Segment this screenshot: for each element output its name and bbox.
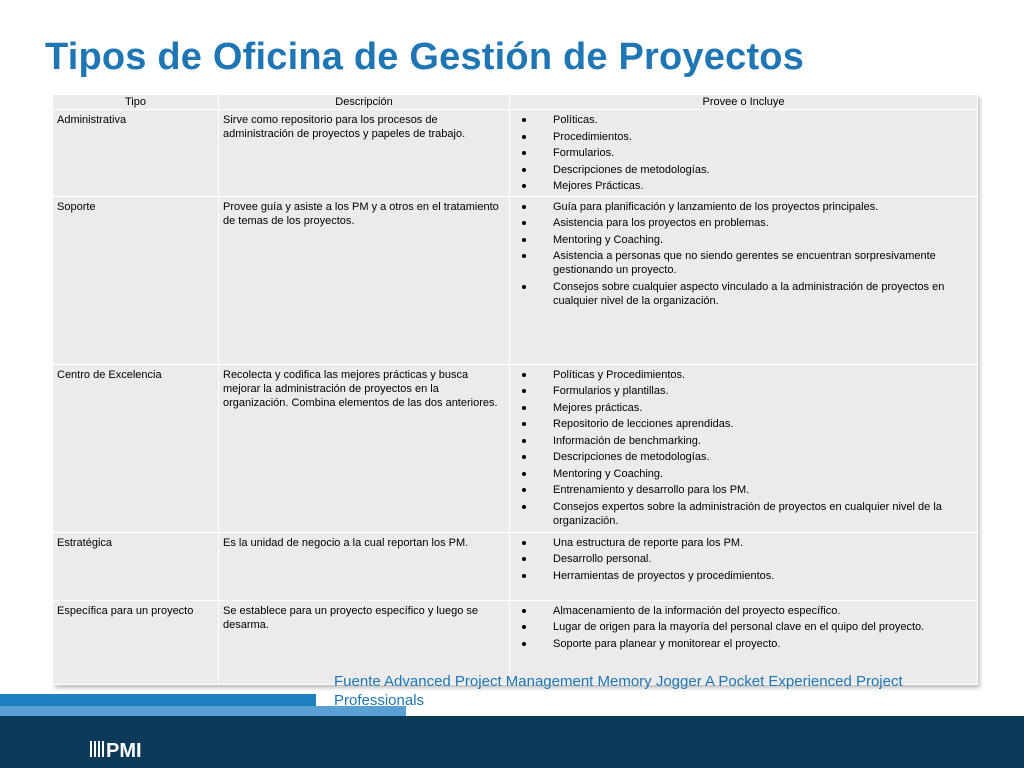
list-item: Una estructura de reporte para los PM. xyxy=(514,536,973,550)
table-header-row xyxy=(53,95,978,110)
cell-descripcion: Sirve como repositorio para los procesos de administración de proyectos y papeles de trabajo. xyxy=(219,110,510,197)
cell-descripcion: Es la unidad de negocio a la cual reportan los PM. xyxy=(219,532,510,600)
cell-descripcion: Provee guía y asiste a los PM y a otros en el tratamiento de temas de los proyectos. xyxy=(219,196,510,364)
decorative-stripe xyxy=(0,694,316,706)
source-citation: Fuente Advanced Project Management Memory Jogger A Pocket Experienced Project Professionals xyxy=(334,673,903,709)
table-row xyxy=(53,110,978,197)
table xyxy=(52,94,978,685)
logo-text: PMI xyxy=(106,740,142,760)
list-item: Información de benchmarking. xyxy=(514,434,973,448)
header-descripcion: Descripción xyxy=(219,95,510,110)
table-row xyxy=(53,364,978,532)
list-item: Descripciones de metodologías. xyxy=(514,450,973,464)
cell-provee xyxy=(510,364,978,532)
list-item: Políticas. xyxy=(514,113,973,127)
cell-provee xyxy=(510,110,978,197)
provee-list xyxy=(514,536,973,583)
list-item: Soporte para planear y monitorear el proyecto. xyxy=(514,637,973,651)
page-title: Tipos de Oficina de Gestión de Proyectos xyxy=(45,36,805,78)
table-row xyxy=(53,196,978,364)
list-item: Consejos expertos sobre la administración de proyectos en cualquier nivel de la organización. xyxy=(514,500,973,528)
list-item: Almacenamiento de la información del proyecto específico. xyxy=(514,604,973,618)
cell-provee xyxy=(510,532,978,600)
cell-tipo: Estratégica xyxy=(53,532,219,600)
cell-tipo: Específica para un proyecto xyxy=(53,600,219,684)
provee-list xyxy=(514,604,973,651)
list-item: Formularios y plantillas. xyxy=(514,384,973,398)
list-item: Descripciones de metodologías. xyxy=(514,163,973,177)
list-item: Guía para planificación y lanzamiento de los proyectos principales. xyxy=(514,200,973,214)
cell-tipo: Soporte xyxy=(53,196,219,364)
list-item: Repositorio de lecciones aprendidas. xyxy=(514,417,973,431)
pmo-types-table xyxy=(52,94,977,685)
list-item: Formularios. xyxy=(514,146,973,160)
provee-list xyxy=(514,200,973,308)
list-item: Consejos sobre cualquier aspecto vinculado a la administración de proyectos en cualquier nivel de la organización. xyxy=(514,280,973,308)
list-item: Procedimientos. xyxy=(514,130,973,144)
table-row xyxy=(53,532,978,600)
list-item: Asistencia a personas que no siendo gerentes se encuentran sorpresivamente gestionando un proyecto. xyxy=(514,249,973,277)
list-item: Lugar de origen para la mayoría del personal clave en el quipo del proyecto. xyxy=(514,620,973,634)
cell-descripcion: Se establece para un proyecto específico y luego se desarma. xyxy=(219,600,510,684)
cell-tipo: Centro de Excelencia xyxy=(53,364,219,532)
cell-tipo: Administrativa xyxy=(53,110,219,197)
pmi-logo-icon xyxy=(90,738,170,760)
header-tipo: Tipo xyxy=(53,95,219,110)
list-item: Mejores Prácticas. xyxy=(514,179,973,193)
list-item: Herramientas de proyectos y procedimientos. xyxy=(514,569,973,583)
cell-provee xyxy=(510,196,978,364)
list-item: Políticas y Procedimientos. xyxy=(514,368,973,382)
provee-list xyxy=(514,113,973,193)
list-item: Entrenamiento y desarrollo para los PM. xyxy=(514,483,973,497)
cell-descripcion: Recolecta y codifica las mejores prácticas y busca mejorar la administración de proyectos en la organización. Combina elementos de las dos anteriores. xyxy=(219,364,510,532)
provee-list xyxy=(514,368,973,528)
list-item: Asistencia para los proyectos en problemas. xyxy=(514,216,973,230)
list-item: Mejores prácticas. xyxy=(514,401,973,415)
list-item: Mentoring y Coaching. xyxy=(514,233,973,247)
list-item: Desarrollo personal. xyxy=(514,552,973,566)
list-item: Mentoring y Coaching. xyxy=(514,467,973,481)
header-provee: Provee o Incluye xyxy=(510,95,978,110)
